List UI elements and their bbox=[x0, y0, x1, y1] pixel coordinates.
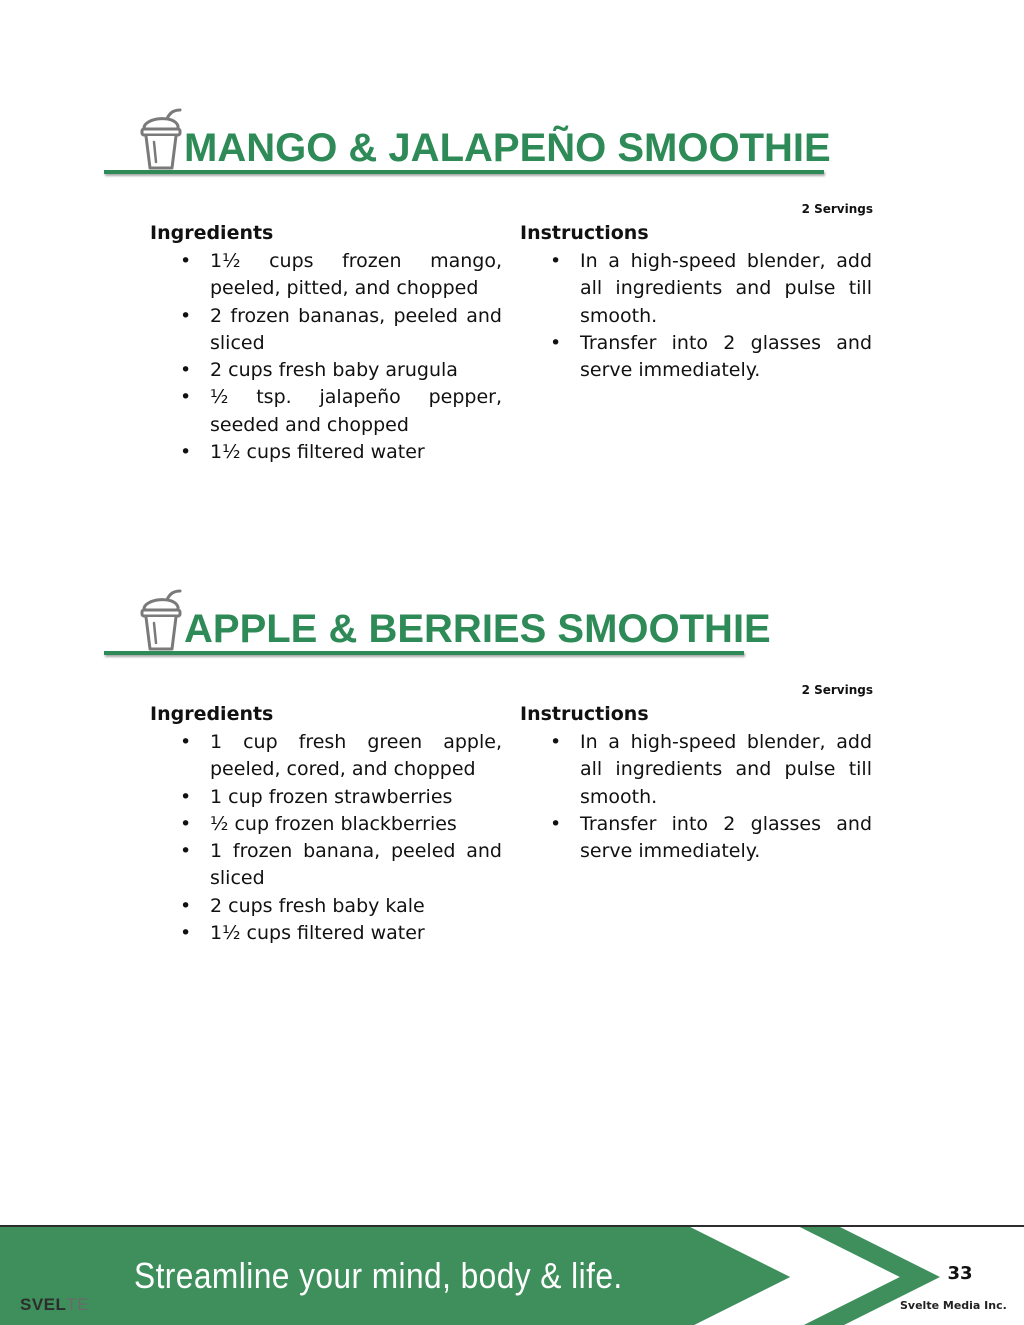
footer-slogan: Streamline your mind, body & life. bbox=[134, 1255, 623, 1296]
ingredients-heading: Ingredients bbox=[150, 222, 274, 244]
ingredients-column bbox=[150, 701, 502, 947]
ingredients-heading: Ingredients bbox=[150, 703, 274, 725]
recipe-title-row bbox=[104, 589, 771, 661]
list-item: • Transfer into 2 glasses and serve immediately. bbox=[520, 811, 872, 866]
list-item: • ½ cup frozen blackberries bbox=[150, 811, 502, 838]
list-item: • ½ tsp. jalapeño pepper, seeded and chopped bbox=[150, 384, 502, 439]
servings-label: 2 Servings bbox=[801, 683, 873, 697]
list-item: • 2 frozen bananas, peeled and sliced bbox=[150, 303, 502, 358]
list-item: • In a high-speed blender, add all ingredients and pulse till smooth. bbox=[520, 729, 872, 811]
page-footer bbox=[0, 1225, 1024, 1325]
ingredients-list bbox=[150, 248, 502, 466]
ingredients-column bbox=[150, 220, 502, 466]
instructions-column bbox=[520, 220, 872, 384]
instructions-heading: Instructions bbox=[520, 703, 649, 725]
list-item: • 1 cup frozen strawberries bbox=[150, 784, 502, 811]
ingredients-list bbox=[150, 729, 502, 947]
recipe-title-row bbox=[104, 108, 831, 180]
company-name: Svelte Media Inc. bbox=[900, 1299, 1007, 1312]
instructions-column bbox=[520, 701, 872, 865]
recipe-title: MANGO & JALAPEÑO SMOOTHIE bbox=[184, 126, 831, 170]
instructions-list bbox=[520, 729, 872, 865]
list-item: • 1½ cups filtered water bbox=[150, 439, 502, 466]
logo-light-text: TE bbox=[66, 1295, 90, 1314]
list-item: • 1 frozen banana, peeled and sliced bbox=[150, 838, 502, 893]
brand-logo bbox=[20, 1295, 89, 1315]
page-number: 33 bbox=[947, 1263, 973, 1284]
title-underline bbox=[104, 170, 824, 174]
smoothie-cup-icon bbox=[140, 589, 184, 653]
smoothie-cup-icon bbox=[140, 108, 184, 172]
list-item: • In a high-speed blender, add all ingredients and pulse till smooth. bbox=[520, 248, 872, 330]
instructions-heading: Instructions bbox=[520, 222, 649, 244]
logo-bold-text: SVEL bbox=[20, 1295, 67, 1314]
list-item: • 1½ cups frozen mango, peeled, pitted, and chopped bbox=[150, 248, 502, 303]
servings-label: 2 Servings bbox=[801, 202, 873, 216]
title-underline bbox=[104, 651, 744, 655]
list-item: • 1 cup fresh green apple, peeled, cored, and chopped bbox=[150, 729, 502, 784]
instructions-list bbox=[520, 248, 872, 384]
list-item: • 2 cups fresh baby kale bbox=[150, 893, 502, 920]
list-item: • 2 cups fresh baby arugula bbox=[150, 357, 502, 384]
list-item: • Transfer into 2 glasses and serve immediately. bbox=[520, 330, 872, 385]
recipe-title: APPLE & BERRIES SMOOTHIE bbox=[184, 607, 771, 651]
list-item: • 1½ cups filtered water bbox=[150, 920, 502, 947]
